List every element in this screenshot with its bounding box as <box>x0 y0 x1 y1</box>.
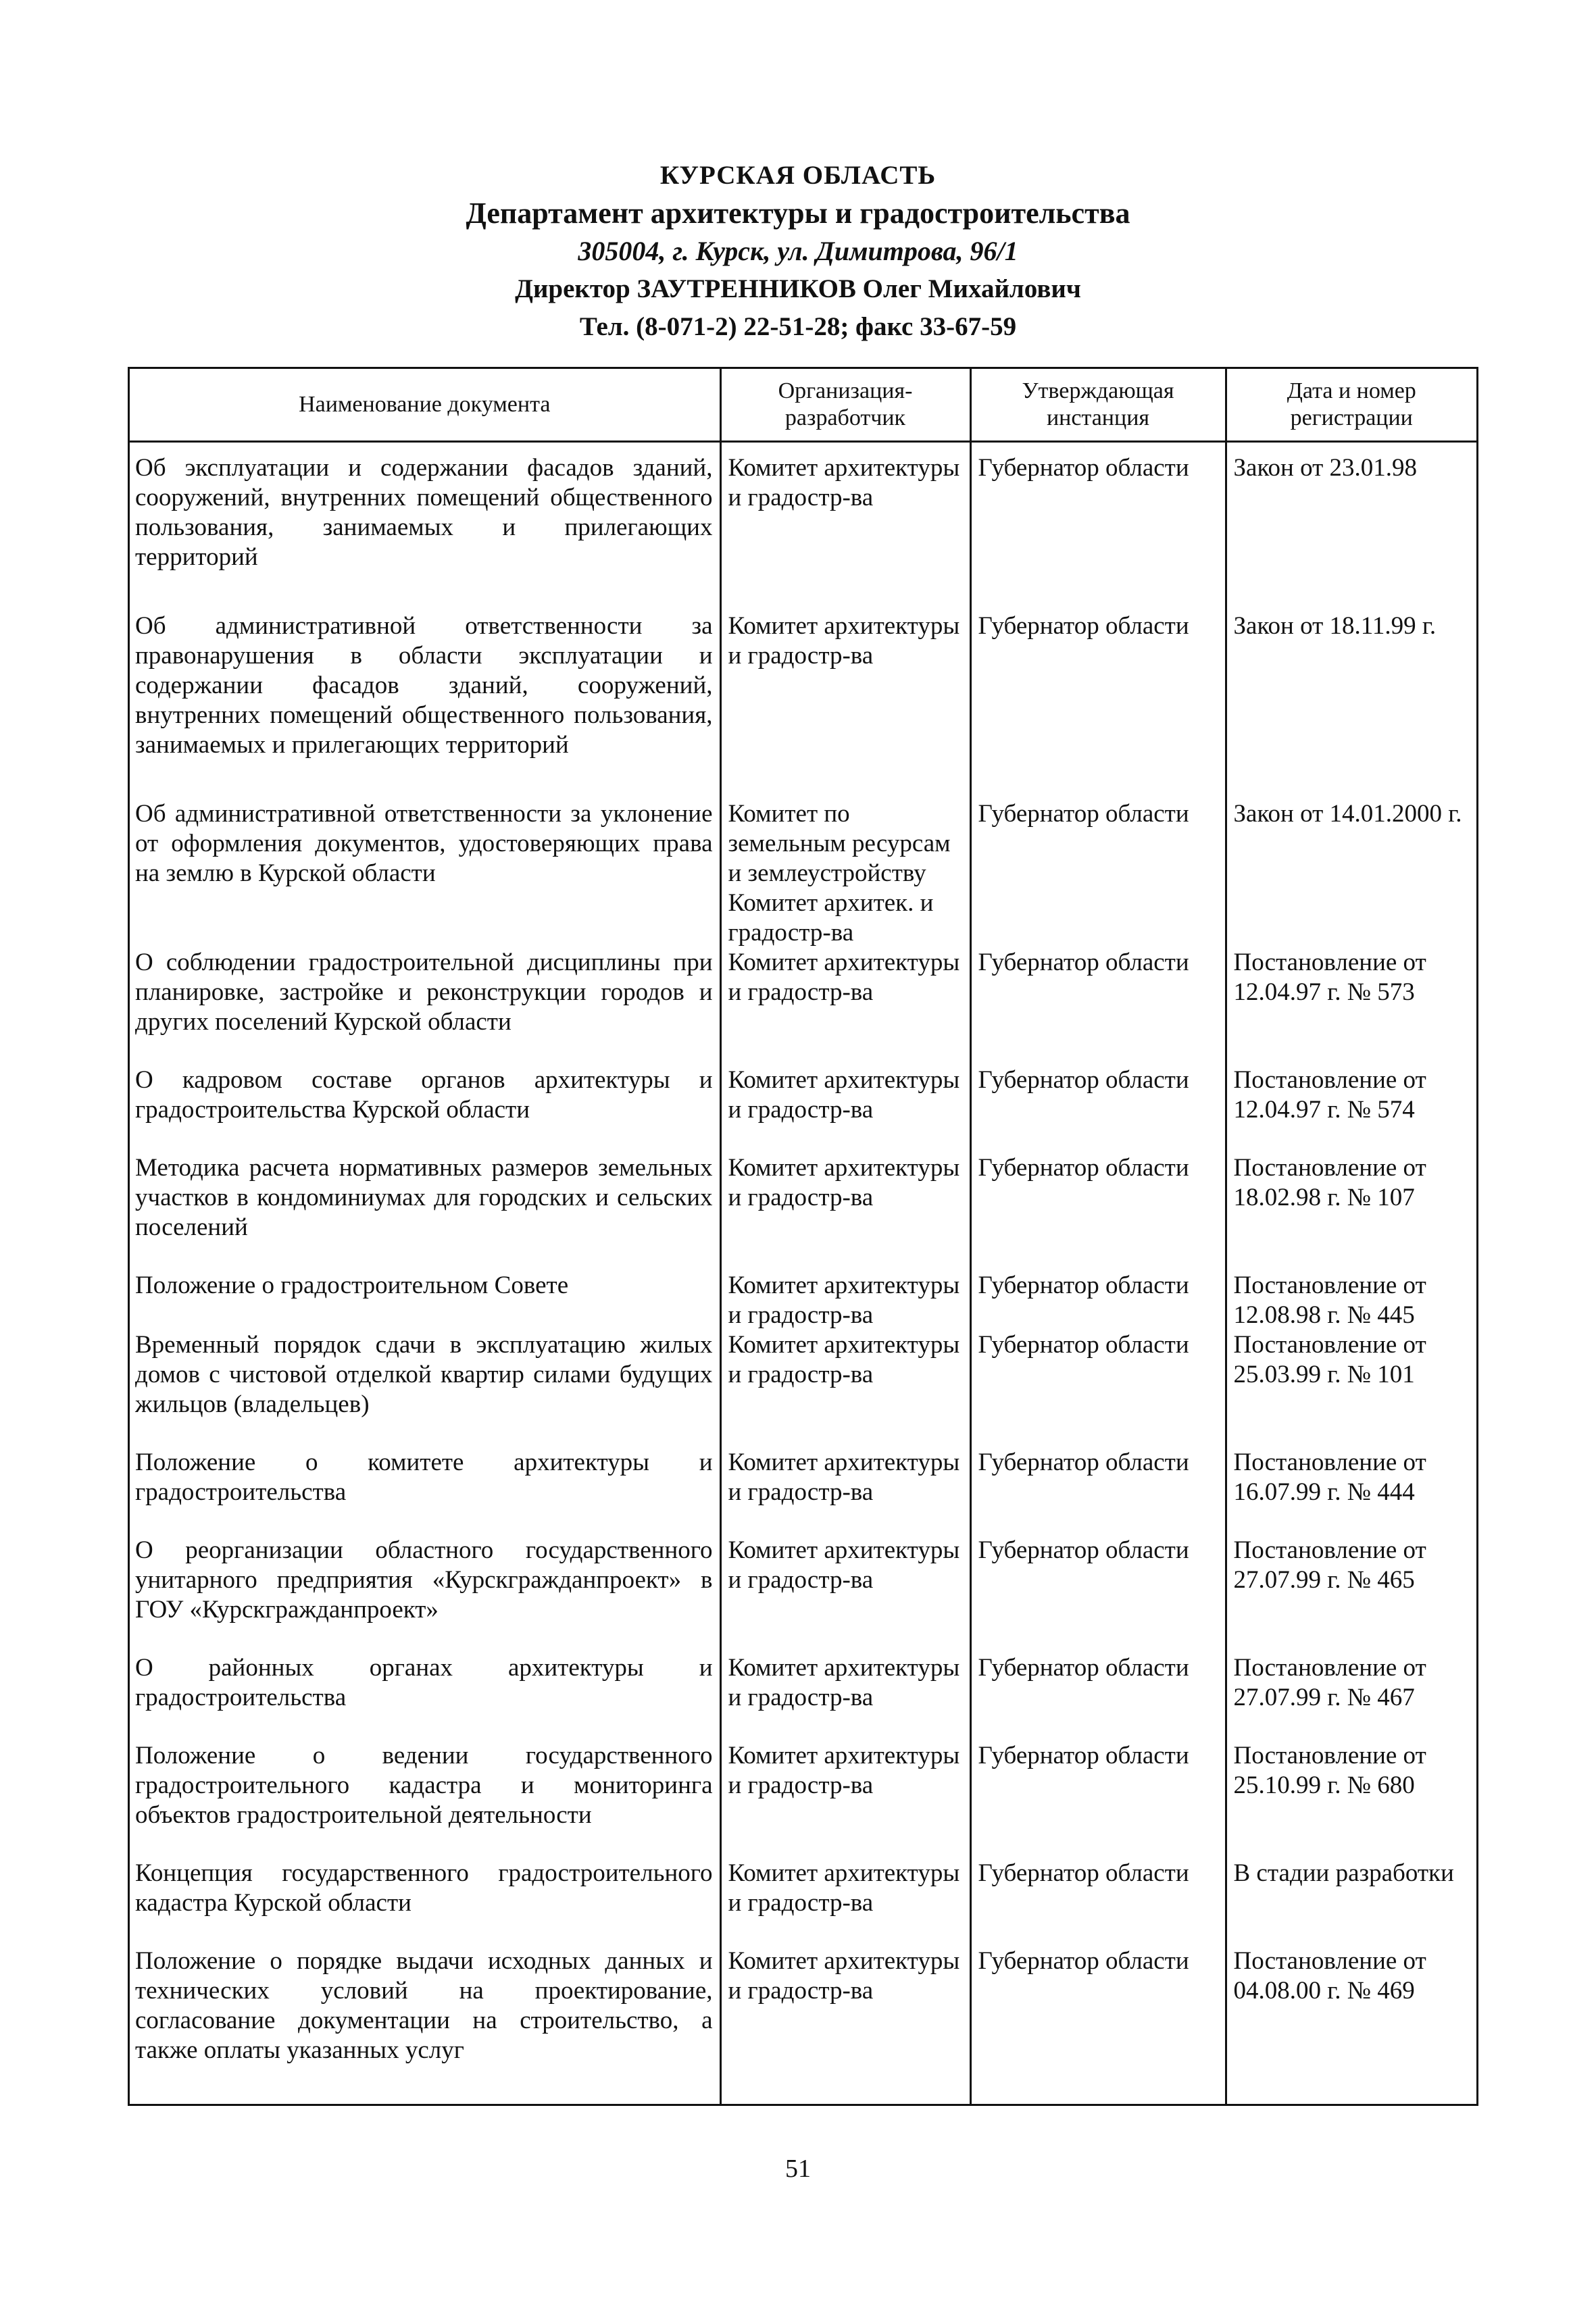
cell-registration: Закон от 14.01.2000 г. <box>1226 760 1476 948</box>
cell-authority: Губернатор области <box>970 1713 1226 1830</box>
cell-developer: Комитет архитектуры и градостр-ва <box>720 1125 970 1242</box>
column-header-developer: Организация-разработчик <box>720 369 970 442</box>
cell-registration: Закон от 23.01.98 <box>1226 442 1476 573</box>
table-row <box>130 1507 1476 1625</box>
table-row <box>130 1625 1476 1713</box>
table-row <box>130 1713 1476 1830</box>
column-header-registration: Дата и номер регистрации <box>1226 369 1476 442</box>
cell-registration: Постановление от 27.07.99 г. № 465 <box>1226 1507 1476 1625</box>
cell-authority: Губернатор области <box>970 1507 1226 1625</box>
document-header <box>0 157 1596 346</box>
cell-developer: Комитет архитектуры и градостр-ва <box>720 1419 970 1507</box>
table-row <box>130 1242 1476 1330</box>
cell-document-name: Положение о порядке выдачи исходных данных и технических условий на проектирование, согласование документации на строительство, а также оплаты указанных услуг <box>135 1947 713 2064</box>
table-filler-row <box>130 2065 1476 2106</box>
department-director: Директор ЗАУТРЕННИКОВ Олег Михайлович <box>515 274 1081 303</box>
cell-authority: Губернатор области <box>970 1419 1226 1507</box>
cell-registration: Постановление от 12.04.97 г. № 573 <box>1226 948 1476 1037</box>
cell-document-name: Об административной ответственности за уклонение от оформления документов, удостоверяющих права на землю в Курской области <box>135 800 713 887</box>
table-row <box>130 948 1476 1037</box>
cell-developer: Комитет архитектуры и градостр-ва <box>720 1830 970 1918</box>
documents-table <box>128 367 1478 2106</box>
cell-document-name: Положение о ведении государственного градостроительного кадастра и мониторинга объектов градостроительной деятельности <box>135 1742 713 1829</box>
cell-developer: Комитет архитектуры и градостр-ва <box>720 1037 970 1125</box>
cell-registration: Постановление от 16.07.99 г. № 444 <box>1226 1419 1476 1507</box>
cell-authority: Губернатор области <box>970 1037 1226 1125</box>
cell-developer: Комитет архитектуры и градостр-ва <box>720 572 970 760</box>
cell-document-name: О районных органах архитектуры и градостроительства <box>135 1654 713 1711</box>
cell-registration: Постановление от 25.03.99 г. № 101 <box>1226 1330 1476 1419</box>
cell-authority: Губернатор области <box>970 948 1226 1037</box>
column-header-name: Наименование документа <box>130 369 720 442</box>
cell-developer: Комитет архитектуры и градостр-ва <box>720 1507 970 1625</box>
cell-document-name: Об эксплуатации и содержании фасадов зданий, сооружений, внутренних помещений общественного пользования, занимаемых и прилегающих территорий <box>135 454 713 571</box>
table-row <box>130 1037 1476 1125</box>
table-row <box>130 572 1476 760</box>
cell-document-name: Методика расчета нормативных размеров земельных участков в кондоминиумах для городских и сельских поселений <box>135 1154 713 1241</box>
cell-registration: Постановление от 27.07.99 г. № 467 <box>1226 1625 1476 1713</box>
table-row <box>130 1918 1476 2065</box>
cell-developer: Комитет архитектуры и градостр-ва <box>720 1625 970 1713</box>
cell-document-name: Временный порядок сдачи в эксплуатацию жилых домов с чистовой отделкой квартир силами будущих жильцов (владельцев) <box>135 1331 713 1418</box>
cell-authority: Губернатор области <box>970 1830 1226 1918</box>
table-row <box>130 760 1476 948</box>
table-body <box>130 442 1476 2107</box>
cell-registration: Постановление от 18.02.98 г. № 107 <box>1226 1125 1476 1242</box>
cell-developer: Комитет архитектуры и градостр-ва <box>720 1242 970 1330</box>
cell-registration: Постановление от 12.08.98 г. № 445 <box>1226 1242 1476 1330</box>
table-row <box>130 1830 1476 1918</box>
table-row <box>130 442 1476 573</box>
cell-developer: Комитет архитектуры и градостр-ва <box>720 948 970 1037</box>
cell-document-name: Положение о комитете архитектуры и градостроительства <box>135 1449 713 1506</box>
table-filler-cell <box>720 2065 970 2106</box>
cell-developer: Комитет архитектуры и градостр-ва <box>720 1918 970 2065</box>
cell-authority: Губернатор области <box>970 1625 1226 1713</box>
page-number: 51 <box>785 2155 811 2183</box>
cell-authority: Губернатор области <box>970 1125 1226 1242</box>
cell-document-name: Об административной ответственности за правонарушения в области эксплуатации и содержании фасадов зданий, сооружений, внутренних помещений общественного пользования, занимаемых и прилегающих территорий <box>135 612 713 759</box>
cell-registration: В стадии разработки <box>1226 1830 1476 1918</box>
table-filler-cell <box>1226 2065 1476 2106</box>
cell-registration: Постановление от 04.08.00 г. № 469 <box>1226 1918 1476 2065</box>
cell-authority: Губернатор области <box>970 1242 1226 1330</box>
cell-document-name: Положение о градостроительном Совете <box>135 1272 569 1299</box>
region-title: КУРСКАЯ ОБЛАСТЬ <box>659 161 937 190</box>
cell-document-name: Концепция государственного градостроительного кадастра Курской области <box>135 1859 713 1917</box>
table-filler-cell <box>130 2065 720 2106</box>
cell-developer: Комитет архитектуры и градостр-ва <box>720 442 970 573</box>
cell-authority: Губернатор области <box>970 442 1226 573</box>
cell-developer: Комитет архитектуры и градостр-ва <box>720 1330 970 1419</box>
cell-document-name: О соблюдении градостроительной дисциплины при планировке, застройке и реконструкции городов и других поселений Курской области <box>135 949 713 1036</box>
cell-authority: Губернатор области <box>970 1918 1226 2065</box>
cell-authority: Губернатор области <box>970 760 1226 948</box>
table-row <box>130 1330 1476 1419</box>
cell-authority: Губернатор области <box>970 1330 1226 1419</box>
cell-registration: Постановление от 12.04.97 г. № 574 <box>1226 1037 1476 1125</box>
table-row <box>130 1125 1476 1242</box>
table-row <box>130 1419 1476 1507</box>
table-header-row <box>130 369 1476 442</box>
cell-developer: Комитет по земельным ресурсам и землеустройству Комитет архитек. и градостр-ва <box>720 760 970 948</box>
cell-developer: Комитет архитектуры и градостр-ва <box>720 1713 970 1830</box>
cell-registration: Постановление от 25.10.99 г. № 680 <box>1226 1713 1476 1830</box>
department-phone: Тел. (8-071-2) 22-51-28; факс 33-67-59 <box>579 312 1017 341</box>
cell-document-name: О реорганизации областного государственного унитарного предприятия «Курскгражданпроект» в ГОУ «Курскгражданпроект» <box>135 1536 713 1624</box>
department-title: Департамент архитектуры и градостроительства <box>466 197 1130 230</box>
cell-authority: Губернатор области <box>970 572 1226 760</box>
cell-document-name: О кадровом составе органов архитектуры и градостроительства Курской области <box>135 1066 713 1124</box>
cell-registration: Закон от 18.11.99 г. <box>1226 572 1476 760</box>
column-header-authority: Утверждающая инстанция <box>970 369 1226 442</box>
department-address: 305004, г. Курск, ул. Димитрова, 96/1 <box>578 236 1018 266</box>
table-filler-cell <box>970 2065 1226 2106</box>
